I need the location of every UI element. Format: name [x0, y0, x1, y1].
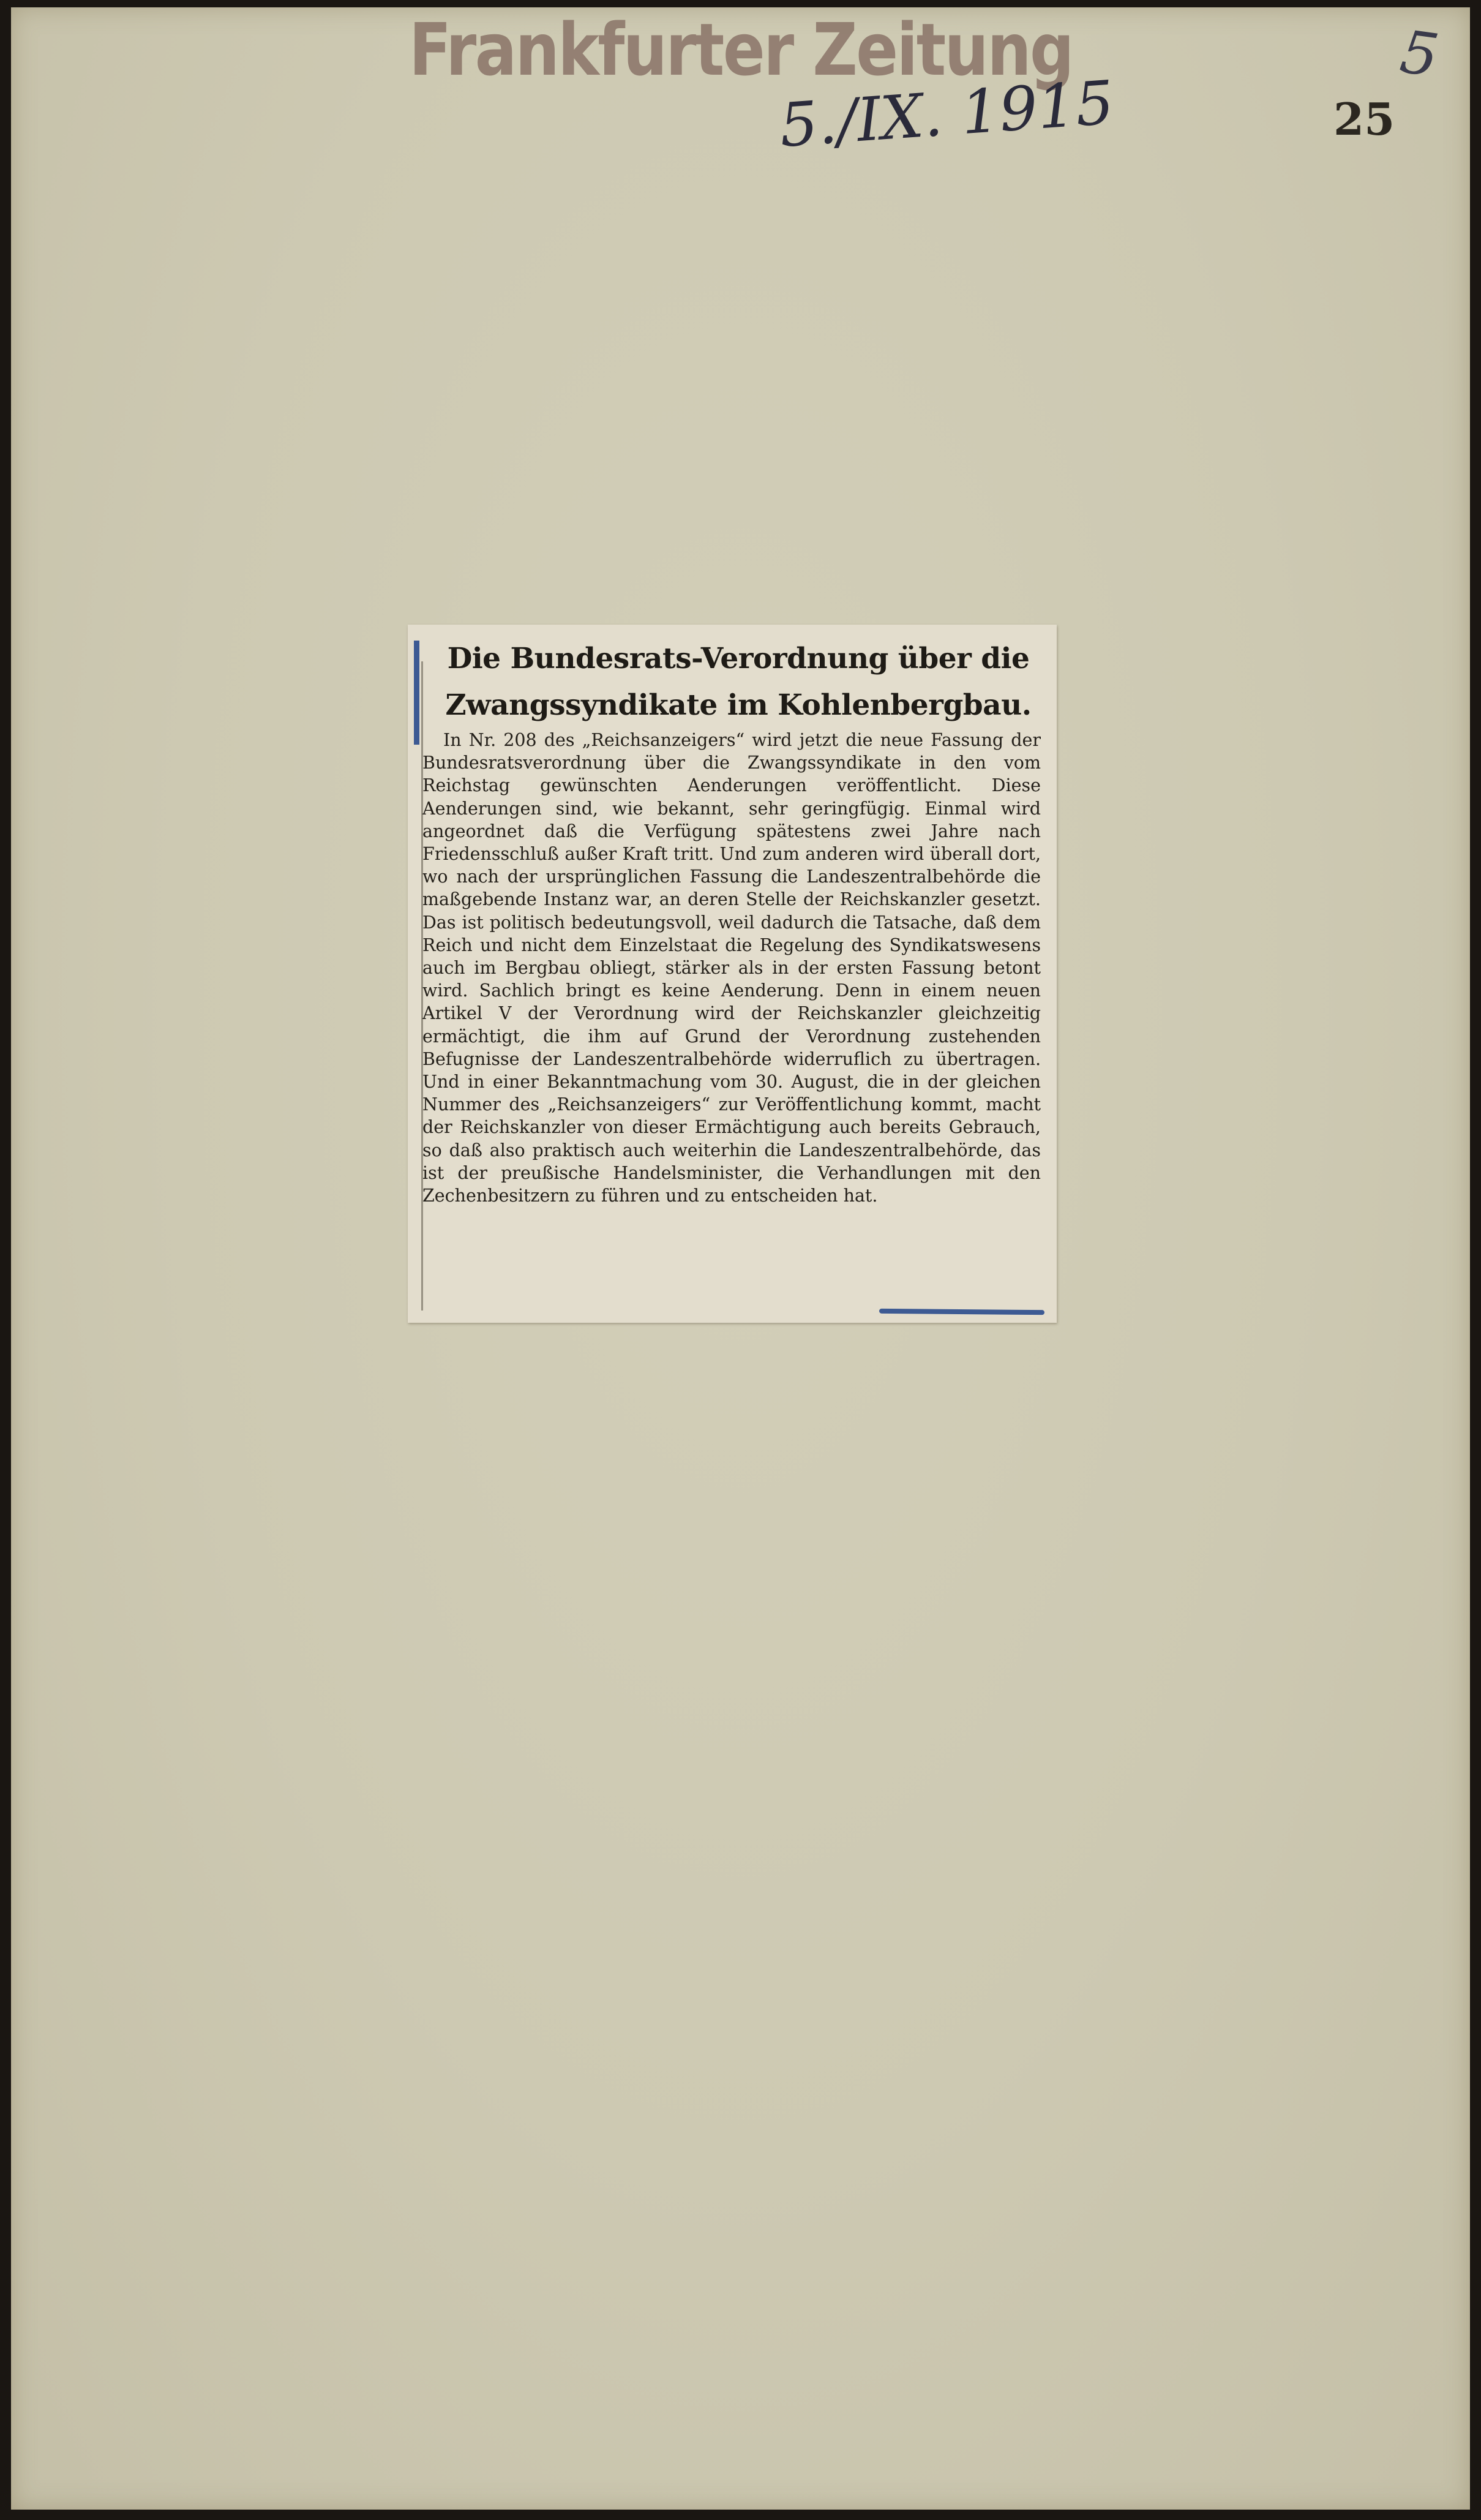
blue-pencil-margin-mark: [414, 641, 419, 745]
newspaper-clipping: [408, 625, 1057, 1323]
archive-sheet: [11, 7, 1470, 2510]
archive-mark: 5: [1396, 17, 1443, 91]
article-headline: Die Bundesrats-Verordnung über die Zwangssyndikate im Kohlenbergbau.: [445, 642, 1032, 722]
article-body: In Nr. 208 des „Reichsanzeigers“ wird jetzt die neue Fassung der Bundesratsverordnung über die Zwangssyndikate in den vom Reichstag gewünschten Aenderungen veröffentlicht. Diese Aenderungen sind, wie bekannt, sehr geringfügig. Einmal wird angeordnet daß die Verfügung spätestens zwei Jahre nach Friedensschluß außer Kraft tritt. Und zum anderen wird überall dort, wo nach der ursprünglichen Fassung die Landeszentralbehörde die maßgebende Instanz war, an deren Stelle der Reichskanzler gesetzt. Das ist politisch bedeutungsvoll, weil dadurch die Tatsache, daß dem Reich und nicht dem Einzelstaat die Regelung des Syndikatswesens auch im Bergbau obliegt, stärker als in der ersten Fassung betont wird. Sachlich bringt es keine Aenderung. Denn in einem neuen Artikel V der Verordnung wird der Reichskanzler gleichzeitig ermächtigt, die ihm auf Grund der Verordnung zustehenden Befugnisse der Landeszentralbehörde widerruflich zu übertragen. Und in einer Bekanntmachung vom 30. August, die in der gleichen Nummer des „Reichsanzeigers“ zur Veröffentlichung kommt, macht der Reichskanzler von dieser Ermächtigung auch bereits Gebrauch, so daß also praktisch auch weiterhin die Landeszentralbehörde, das ist der preußische Handelsminister, die Verhandlungen mit den Zechenbesitzern zu führen und zu entscheiden hat.: [422, 730, 1041, 1206]
blue-pencil-underline: [879, 1309, 1044, 1315]
handwritten-date: 5./IX. 1915: [777, 68, 1117, 161]
newspaper-stamp: Frankfurter Zeitung: [409, 7, 1073, 92]
page-number: 25: [1333, 93, 1395, 145]
